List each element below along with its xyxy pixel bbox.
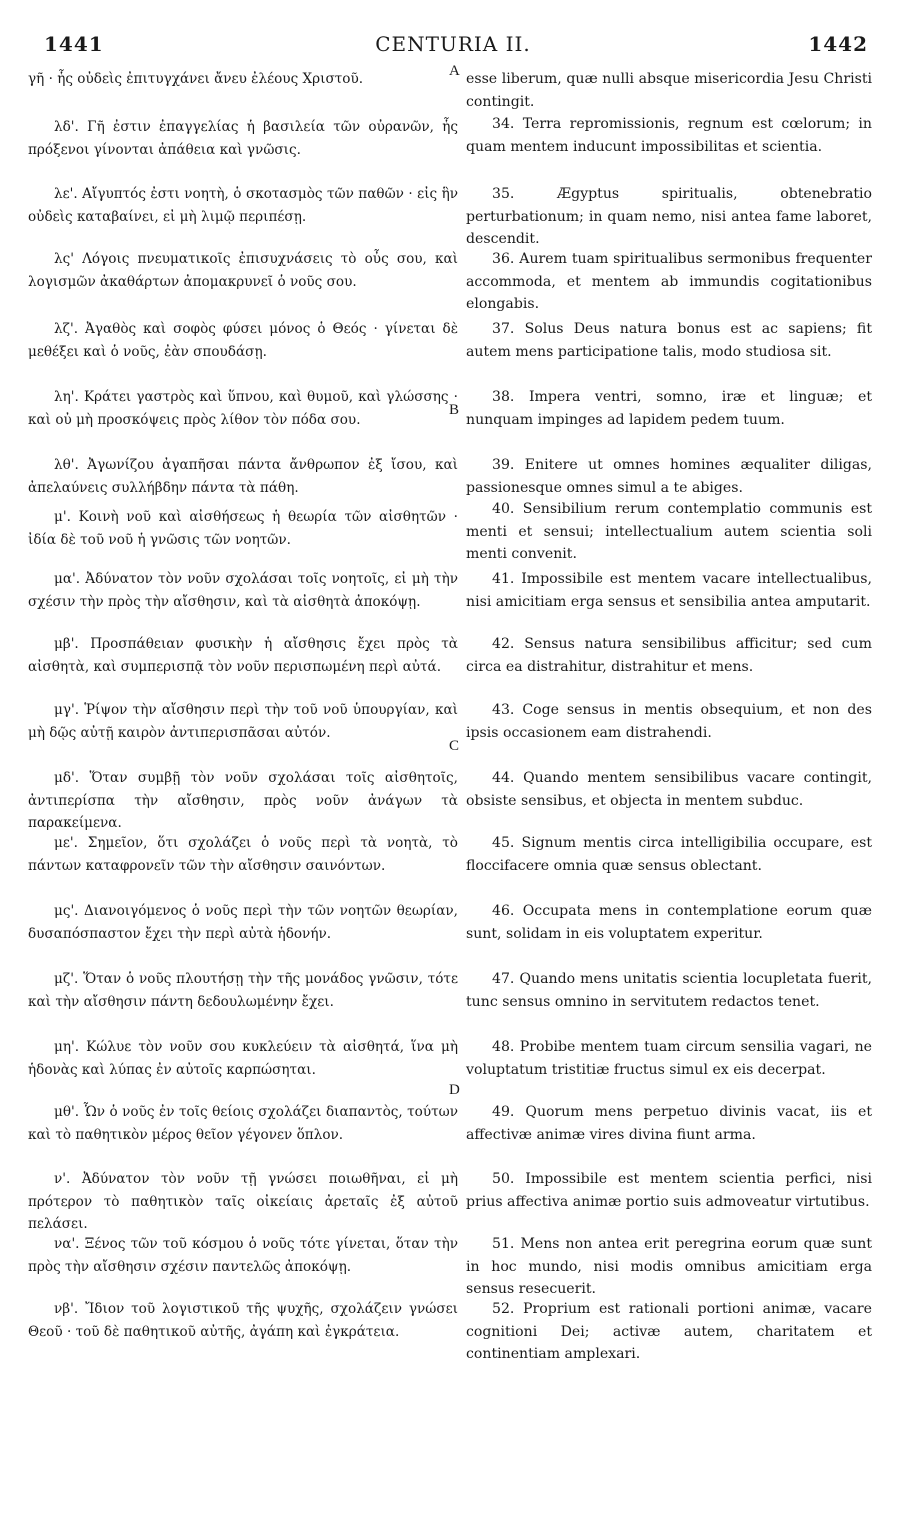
latin-paragraph-number: 52.: [492, 1301, 515, 1317]
latin-paragraph-text: Quorum mens perpetuo divinis vacat, iis et affectivæ animæ vires divina fiunt arma.: [466, 1104, 872, 1143]
greek-paragraph-number: μθ'.: [54, 1104, 80, 1120]
greek-paragraph: [28, 183, 458, 228]
greek-paragraph: [28, 832, 458, 877]
greek-paragraph-text: Κοινὴ νοῦ καὶ αἰσθήσεως ἡ θεωρία τῶν αἰσθητῶν · ἰδία δὲ τοῦ νοῦ ἡ γνῶσις τῶν νοητῶν.: [28, 509, 458, 548]
greek-paragraph-text: Ἴδιον τοῦ λογιστικοῦ τῆς ψυχῆς, σχολάζειν γνώσει Θεοῦ · τοῦ δὲ παθητικοῦ αὐτῆς, ἀγάπη καὶ ἐγκράτεια.: [28, 1301, 458, 1340]
latin-paragraph-text: Impera ventri, somno, iræ et linguæ; et nunquam impinges ad lapidem pedem tuum.: [466, 389, 872, 428]
latin-paragraph: [466, 1101, 872, 1146]
latin-paragraph-number: 41.: [492, 571, 515, 587]
greek-paragraph-number: νβ'.: [54, 1301, 79, 1317]
latin-paragraph-text: Sensibilium rerum contemplatio communis est menti et sensui; intellectualium autem scientia soli menti convenit.: [466, 501, 872, 562]
latin-paragraph: [466, 832, 872, 877]
greek-paragraph: [28, 699, 458, 744]
greek-paragraph: [28, 633, 458, 678]
greek-paragraph-text: γῆ · ἧς οὐδεὶς ἐπιτυγχάνει ἄνευ ἐλέους Χριστοῦ.: [28, 71, 364, 87]
latin-paragraph-number: 35.: [492, 186, 515, 202]
greek-paragraph-text: Κράτει γαστρὸς καὶ ὕπνου, καὶ θυμοῦ, καὶ γλώσσης · καὶ οὐ μὴ προσκόψεις πρὸς λίθον τὸν πόδα σου.: [28, 389, 458, 428]
latin-paragraph-text: esse liberum, quæ nulli absque misericordia Jesu Christi contingit.: [466, 71, 872, 110]
latin-paragraph-text: Solus Deus natura bonus est ac sapiens; fit autem mens participatione talis, modo studiosa sit.: [466, 321, 872, 360]
greek-paragraph: [28, 1233, 458, 1278]
latin-paragraph-text: Proprium est rationali portioni animæ, vacare cognitioni Dei; activæ autem, charitatem et continentiam amplexari.: [466, 1301, 872, 1362]
greek-paragraph-number: μα'.: [54, 571, 81, 587]
latin-paragraph-number: 34.: [492, 116, 515, 132]
latin-paragraph-number: 40.: [492, 501, 515, 517]
greek-paragraph-text: Ὅταν ὁ νοῦς πλουτήσῃ τὴν τῆς μονάδος γνῶσιν, τότε καὶ τὴν αἴσθησιν πάντη δεδουλωμένην ἔχει.: [28, 971, 458, 1010]
latin-paragraph-number: 48.: [492, 1039, 515, 1055]
greek-paragraph: [28, 68, 458, 91]
greek-paragraph-number: με'.: [54, 835, 78, 851]
latin-paragraph-number: 37.: [492, 321, 515, 337]
greek-paragraph: [28, 454, 458, 499]
latin-paragraph-text: Quando mentem sensibilibus vacare contingit, obsiste sensibus, et objecta in mentem subduc.: [466, 770, 872, 809]
latin-paragraph: [466, 1168, 872, 1213]
greek-paragraph-text: Ὅταν συμβῇ τὸν νοῦν σχολάσαι τοῖς αἰσθητοῖς, ἀντιπερίσπα τὴν αἴσθησιν, πρὸς νοῦν ἀνάγων τὰ παρακείμενα.: [28, 770, 458, 831]
running-header: [0, 32, 906, 58]
latin-paragraph: [466, 568, 872, 613]
latin-paragraph: [466, 900, 872, 945]
latin-paragraph-text: Quando mens unitatis scientia locupletata fuerit, tunc sensus omnino in servitutem redactos tenet.: [466, 971, 873, 1010]
latin-paragraph: [466, 1036, 872, 1081]
greek-paragraph-text: Ἀδύνατον τὸν νοῦν τῇ γνώσει ποιωθῆναι, εἰ μὴ πρότερον τὸ παθητικὸν ταῖς οἰκείαις ἀρεταῖς ἐξ αὐτοῦ πελάσει.: [28, 1171, 458, 1232]
margin-letter: A: [449, 63, 460, 79]
greek-paragraph: [28, 1101, 458, 1146]
latin-paragraph: [466, 767, 872, 812]
greek-paragraph: [28, 116, 458, 161]
latin-paragraph-number: 51.: [492, 1236, 515, 1252]
latin-paragraph-number: 39.: [492, 457, 515, 473]
latin-paragraph: [466, 699, 872, 744]
greek-paragraph-text: Ξένος τῶν τοῦ κόσμου ὁ νοῦς τότε γίνεται, ὅταν τὴν πρὸς τὴν αἴσθησιν σχέσιν παντελῶς ἀποκόψῃ.: [28, 1236, 458, 1275]
latin-paragraph: [466, 498, 872, 566]
page-number-left: 1441: [44, 32, 104, 56]
latin-paragraph: [466, 68, 872, 113]
greek-paragraph: [28, 248, 458, 293]
greek-paragraph-number: λε'.: [54, 186, 78, 202]
greek-paragraph-number: ν'.: [54, 1171, 71, 1187]
greek-paragraph-text: Ἀγωνίζου ἀγαπῆσαι πάντα ἄνθρωπον ἐξ ἴσου, καὶ ἀπελαύνεις συλλήβδην πάντα τὰ πάθη.: [28, 457, 458, 496]
latin-paragraph-text: Occupata mens in contemplatione eorum quæ sunt, solidam in eis voluptatem experitur.: [466, 903, 873, 942]
greek-paragraph-number: λθ'.: [54, 457, 79, 473]
running-title: CENTURIA II.: [375, 32, 531, 56]
greek-paragraph-number: λη'.: [54, 389, 79, 405]
latin-paragraph: [466, 633, 872, 678]
greek-paragraph-number: μη'.: [54, 1039, 80, 1055]
latin-paragraph-text: Sensus natura sensibilibus afficitur; sed cum circa ea distrahitur, distrahitur et mens.: [466, 636, 872, 675]
greek-paragraph-text: Λόγοις πνευματικοῖς ἐπισυχνάσεις τὸ οὖς σου, καὶ λογισμῶν ἀκαθάρτων ἀπομακρυνεῖ ὁ νοῦς σου.: [28, 251, 458, 290]
greek-paragraph-text: Ἀγαθὸς καὶ σοφὸς φύσει μόνος ὁ Θεός · γίνεται δὲ μεθέξει καὶ ὁ νοῦς, ἐὰν σπουδάσῃ.: [28, 321, 458, 360]
greek-paragraph: [28, 568, 458, 613]
greek-paragraph-text: Προσπάθειαν φυσικὴν ἡ αἴσθησις ἔχει πρὸς τὰ αἰσθητὰ, καὶ συμπερισπᾷ τὸν νοῦν περισπωμένη περὶ αὐτά.: [28, 636, 458, 675]
latin-paragraph: [466, 318, 872, 363]
greek-paragraph-text: Κώλυε τὸν νοῦν σου κυκλεύειν τὰ αἰσθητά, ἵνα μὴ ἡδονὰς καὶ λύπας ἐν αὐτοῖς καρπώσηται.: [28, 1039, 458, 1078]
greek-paragraph-text: Διανοιγόμενος ὁ νοῦς περὶ τὴν τῶν νοητῶν θεωρίαν, δυσαπόσπαστον ἔχει τὴν περὶ αὐτὰ ἡδονήν.: [28, 903, 459, 942]
margin-letter: C: [449, 738, 460, 754]
greek-paragraph: [28, 506, 458, 551]
greek-paragraph-number: λς': [54, 251, 74, 267]
latin-paragraph-number: 42.: [492, 636, 515, 652]
margin-letter: D: [449, 1082, 460, 1098]
greek-paragraph-text: Ὧν ὁ νοῦς ἐν τοῖς θείοις σχολάζει διαπαντὸς, τούτων καὶ τὸ παθητικὸν μέρος θεῖον γέγονεν ὅπλον.: [28, 1104, 458, 1143]
greek-paragraph: [28, 318, 458, 363]
latin-paragraph-text: Mens non antea erit peregrina eorum quæ sunt in hoc mundo, nisi modis omnibus amicitiam erga sensus resecuerit.: [466, 1236, 872, 1297]
page-number-right: 1442: [808, 32, 868, 56]
latin-paragraph-number: 50.: [492, 1171, 515, 1187]
greek-paragraph-number: μβ'.: [54, 636, 79, 652]
greek-paragraph-text: Ῥίψον τὴν αἴσθησιν περὶ τὴν τοῦ νοῦ ὑπουργίαν, καὶ μὴ δῷς αὐτῇ καιρὸν ἀντιπερισπᾶσαι αὐτόν.: [28, 702, 458, 741]
latin-paragraph: [466, 113, 872, 158]
greek-paragraph: [28, 1298, 458, 1343]
greek-paragraph: [28, 767, 458, 835]
greek-paragraph: [28, 968, 458, 1013]
latin-paragraph-number: 49.: [492, 1104, 515, 1120]
greek-paragraph-number: λδ'.: [54, 119, 79, 135]
greek-paragraph-number: μγ'.: [54, 702, 80, 718]
latin-paragraph: [466, 1233, 872, 1301]
latin-paragraph-number: 36.: [492, 251, 515, 267]
greek-paragraph-number: μδ'.: [54, 770, 80, 786]
latin-paragraph-number: 45.: [492, 835, 515, 851]
latin-paragraph-number: 47.: [492, 971, 515, 987]
latin-paragraph-text: Aurem tuam spiritualibus sermonibus frequenter accommoda, et mentem ab immundis cogitationibus elongabis.: [466, 251, 873, 312]
greek-paragraph-text: Αἴγυπτός ἐστι νοητὴ, ὁ σκοτασμὸς τῶν παθῶν · εἰς ἣν οὐδεὶς καταβαίνει, εἰ μὴ λιμῷ περιπέσῃ.: [28, 186, 458, 225]
latin-paragraph: [466, 454, 872, 499]
greek-paragraph-number: μ'.: [54, 509, 71, 525]
greek-paragraph-number: λζ'.: [54, 321, 79, 337]
greek-paragraph: [28, 386, 458, 431]
greek-paragraph: [28, 900, 458, 945]
latin-paragraph: [466, 183, 872, 251]
latin-paragraph: [466, 1298, 872, 1366]
latin-paragraph-text: Impossibile est mentem scientia perfici, nisi prius affectiva animæ portio suis admoveatur virtutibus.: [466, 1171, 872, 1210]
latin-paragraph-text: Coge sensus in mentis obsequium, et non des ipsis occasionem eam distrahendi.: [466, 702, 872, 741]
latin-paragraph-number: 46.: [492, 903, 515, 919]
margin-letter: B: [449, 402, 460, 418]
greek-paragraph-text: Γῆ ἐστιν ἐπαγγελίας ἡ βασιλεία τῶν οὐρανῶν, ἧς πρόξενοι γίνονται ἀπάθεια καὶ γνῶσις.: [28, 119, 458, 158]
latin-paragraph-text: Ægyptus spiritualis, obtenebratio perturbationum; in quam nemo, nisi antea fame laboret, descendit.: [466, 186, 872, 247]
latin-paragraph-text: Probibe mentem tuam circum sensilia vagari, ne voluptatum tristitiæ fructus simul ex eis decerpat.: [466, 1039, 872, 1078]
latin-paragraph-number: 44.: [492, 770, 515, 786]
greek-paragraph: [28, 1036, 458, 1081]
latin-paragraph: [466, 386, 872, 431]
greek-paragraph-number: μς'.: [54, 903, 79, 919]
latin-paragraph-number: 43.: [492, 702, 515, 718]
greek-paragraph-number: να'.: [54, 1236, 80, 1252]
latin-paragraph: [466, 248, 872, 316]
latin-paragraph-text: Terra repromissionis, regnum est cœlorum; in quam mentem inducunt impossibilitas et scientia.: [466, 116, 873, 155]
latin-paragraph-text: Enitere ut omnes homines æqualiter diligas, passionesque omnes simul a te abiges.: [466, 457, 872, 496]
greek-paragraph-number: μζ'.: [54, 971, 79, 987]
latin-paragraph-text: Impossibile est mentem vacare intellectualibus, nisi amicitiam erga sensus et sensibilia antea amputarit.: [466, 571, 872, 610]
greek-paragraph: [28, 1168, 458, 1236]
latin-paragraph-text: Signum mentis circa intelligibilia occupare, est floccifacere omnia quæ sensus oblectant.: [466, 835, 872, 874]
greek-paragraph-text: Σημεῖον, ὅτι σχολάζει ὁ νοῦς περὶ τὰ νοητὰ, τὸ πάντων καταφρονεῖν τῶν τὴν αἴσθησιν σαινόντων.: [28, 835, 458, 874]
latin-paragraph: [466, 968, 872, 1013]
greek-paragraph-text: Ἀδύνατον τὸν νοῦν σχολάσαι τοῖς νοητοῖς, εἰ μὴ τὴν σχέσιν τὴν πρὸς τὴν αἴσθησιν, καὶ τὰ αἰσθητὰ ἀποκόψῃ.: [28, 571, 458, 610]
latin-paragraph-number: 38.: [492, 389, 515, 405]
